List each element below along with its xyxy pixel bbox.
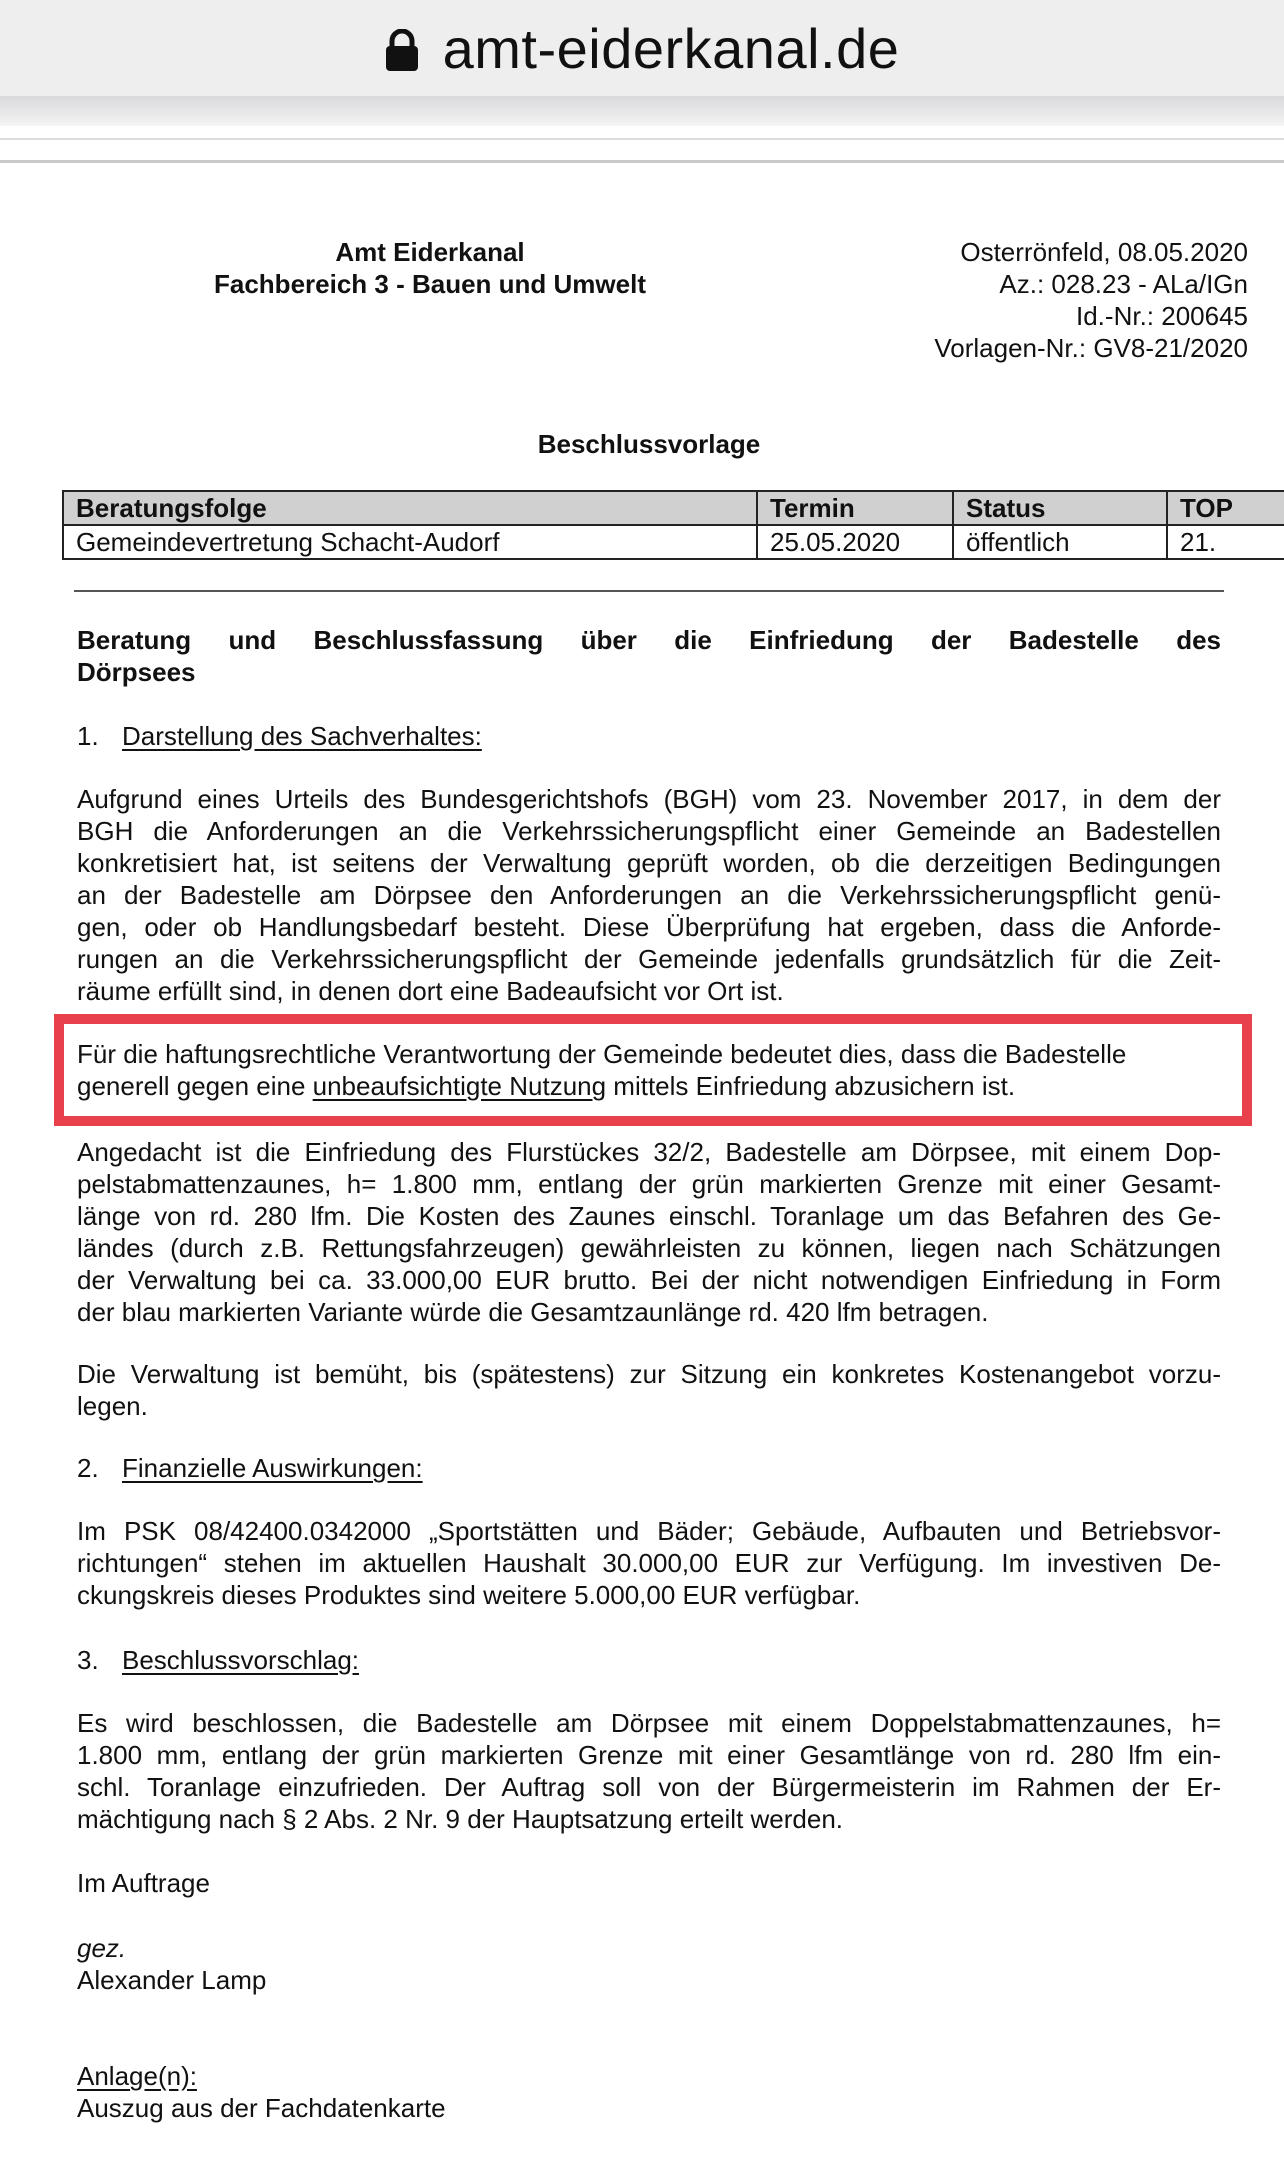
divider — [74, 590, 1224, 592]
text-run: generell gegen eine — [77, 1071, 313, 1101]
subject-line-1: Beratung und Beschlussfassung über die Einfriedung der Badestelle des — [77, 625, 1221, 655]
paragraph-line: ländes (durch z.B. Rettungsfahrzeugen) gewährleisten zu können, liegen nach Schätzungen — [77, 1233, 1221, 1263]
paragraph-line: Aufgrund eines Urteils des Bundesgerichtshofs (BGH) vom 23. November 2017, in dem der — [77, 784, 1221, 814]
paragraph-line: konkretisiert hat, ist seitens der Verwaltung geprüft worden, ob die derzeitigen Bedingungen — [77, 848, 1221, 878]
section-1-number: 1. — [77, 721, 99, 751]
paragraph-line: Im PSK 08/42400.0342000 „Sportstätten und Bäder; Gebäude, Aufbauten und Betriebsvor- — [77, 1516, 1221, 1546]
aktenzeichen: Az.: 028.23 - ALa/IGn — [999, 269, 1248, 299]
paragraph-line: legen. — [77, 1391, 148, 1421]
paragraph-line: rungen an die Verkehrssicherungspflicht der Gemeinde jedenfalls grundsätzlich für die Zeit- — [77, 944, 1221, 974]
paragraph-line: Angedacht ist die Einfriedung des Flurstückes 32/2, Badestelle am Dörpsee, mit einem Dop- — [77, 1137, 1221, 1167]
table-cell: öffentlich — [953, 525, 1167, 559]
paragraph-line — [77, 1070, 1221, 1102]
section-2-paragraph — [77, 1515, 1221, 1611]
section-1-paragraph-3 — [77, 1136, 1221, 1328]
anlage-label: Anlage(n): — [77, 2061, 197, 2091]
paragraph-line: an der Badestelle am Dörpsee den Anforderungen an die Verkehrssicherungspflicht genü- — [77, 880, 1221, 910]
section-1-paragraph-2 — [77, 1038, 1221, 1102]
im-auftrage: Im Auftrage — [77, 1868, 210, 1898]
url-text: amt-eiderkanal.de — [442, 16, 900, 80]
section-3-title: Beschlussvorschlag: — [122, 1645, 359, 1675]
section-1-paragraph-4 — [77, 1358, 1221, 1422]
anlage-item: Auszug aus der Fachdatenkarte — [77, 2093, 446, 2123]
text-run: mittels Einfriedung abzusichern ist. — [606, 1071, 1016, 1101]
section-3-number: 3. — [77, 1645, 99, 1675]
vorlagen-number: Vorlagen-Nr.: GV8-21/2020 — [934, 333, 1248, 363]
table-cell: 25.05.2020 — [757, 525, 953, 559]
place-date: Osterrönfeld, 08.05.2020 — [960, 237, 1248, 267]
paragraph-line: räume erfüllt sind, in denen dort eine Badeaufsicht vor Ort ist. — [77, 976, 784, 1006]
column-header: Beratungsfolge — [63, 491, 757, 525]
paragraph-line: mächtigung nach § 2 Abs. 2 Nr. 9 der Hauptsatzung erteilt werden. — [77, 1804, 844, 1834]
paragraph-line: BGH die Anforderungen an die Verkehrssicherungspflicht einer Gemeinde an Badestellen — [77, 816, 1221, 846]
paragraph-line: der Verwaltung bei ca. 33.000,00 EUR brutto. Bei der nicht notwendigen Einfriedung in Form — [77, 1265, 1221, 1295]
paragraph-line: Die Verwaltung ist bemüht, bis (spätestens) zur Sitzung ein konkretes Kostenangebot vorzu- — [77, 1359, 1221, 1389]
paragraph-line: ckungskreis dieses Produktes sind weitere 5.000,00 EUR verfügbar. — [77, 1580, 861, 1610]
org-line-2: Fachbereich 3 - Bauen und Umwelt — [214, 269, 646, 299]
column-header: Status — [953, 491, 1167, 525]
table-cell: 21. — [1167, 525, 1284, 559]
section-2-title: Finanzielle Auswirkungen: — [122, 1453, 423, 1483]
column-header: Termin — [757, 491, 953, 525]
paragraph-line: schl. Toranlage einzufrieden. Der Auftrag soll von der Bürgermeisterin im Rahmen der Er- — [77, 1772, 1221, 1802]
underlined-phrase: unbeaufsichtigte Nutzung — [312, 1071, 607, 1101]
column-header: TOP — [1167, 491, 1284, 525]
paragraph-line: Es wird beschlossen, die Badestelle am Dörpsee mit einem Doppelstabmattenzaunes, h= — [77, 1708, 1221, 1738]
org-line-1: Amt Eiderkanal — [335, 237, 525, 267]
page-title: Beschlussvorlage — [537, 429, 761, 459]
section-2-number: 2. — [77, 1453, 99, 1483]
section-1-paragraph-1 — [77, 783, 1221, 1007]
subject-line-2: Dörpsees — [77, 657, 196, 687]
signatory-name: Alexander Lamp — [77, 1965, 267, 1995]
paragraph-line: der blau markierten Variante würde die Gesamtzaunlänge rd. 420 lfm betragen. — [77, 1297, 989, 1327]
paragraph-line: gen, oder ob Handlungsbedarf besteht. Diese Überprüfung hat ergeben, dass die Anforde- — [77, 912, 1221, 942]
paragraph-line: länge von rd. 280 lfm. Die Kosten des Zaunes einschl. Toranlage um das Befahren des Ge- — [77, 1201, 1221, 1231]
paragraph-line: Für die haftungsrechtliche Verantwortung der Gemeinde bedeutet dies, dass die Badestelle — [77, 1039, 1127, 1069]
table-row — [63, 525, 1284, 559]
section-1-title: Darstellung des Sachverhaltes: — [122, 721, 482, 751]
paragraph-line: 1.800 mm, entlang der grün markierten Grenze mit einer Gesamtlänge von rd. 280 lfm ein- — [77, 1740, 1221, 1770]
paragraph-line: richtungen“ stehen im aktuellen Haushalt 30.000,00 EUR zur Verfügung. Im investiven De- — [77, 1548, 1221, 1578]
gez-label: gez. — [77, 1933, 127, 1963]
paragraph-line: pelstabmattenzaunes, h= 1.800 mm, entlang der grün markierten Grenze mit einer Gesamt- — [77, 1169, 1221, 1199]
beratungsfolge-table — [62, 490, 1284, 560]
table-header-row — [63, 491, 1284, 525]
id-number: Id.-Nr.: 200645 — [1076, 301, 1248, 331]
section-3-paragraph — [77, 1707, 1221, 1835]
table-cell: Gemeindevertretung Schacht-Audorf — [63, 525, 757, 559]
